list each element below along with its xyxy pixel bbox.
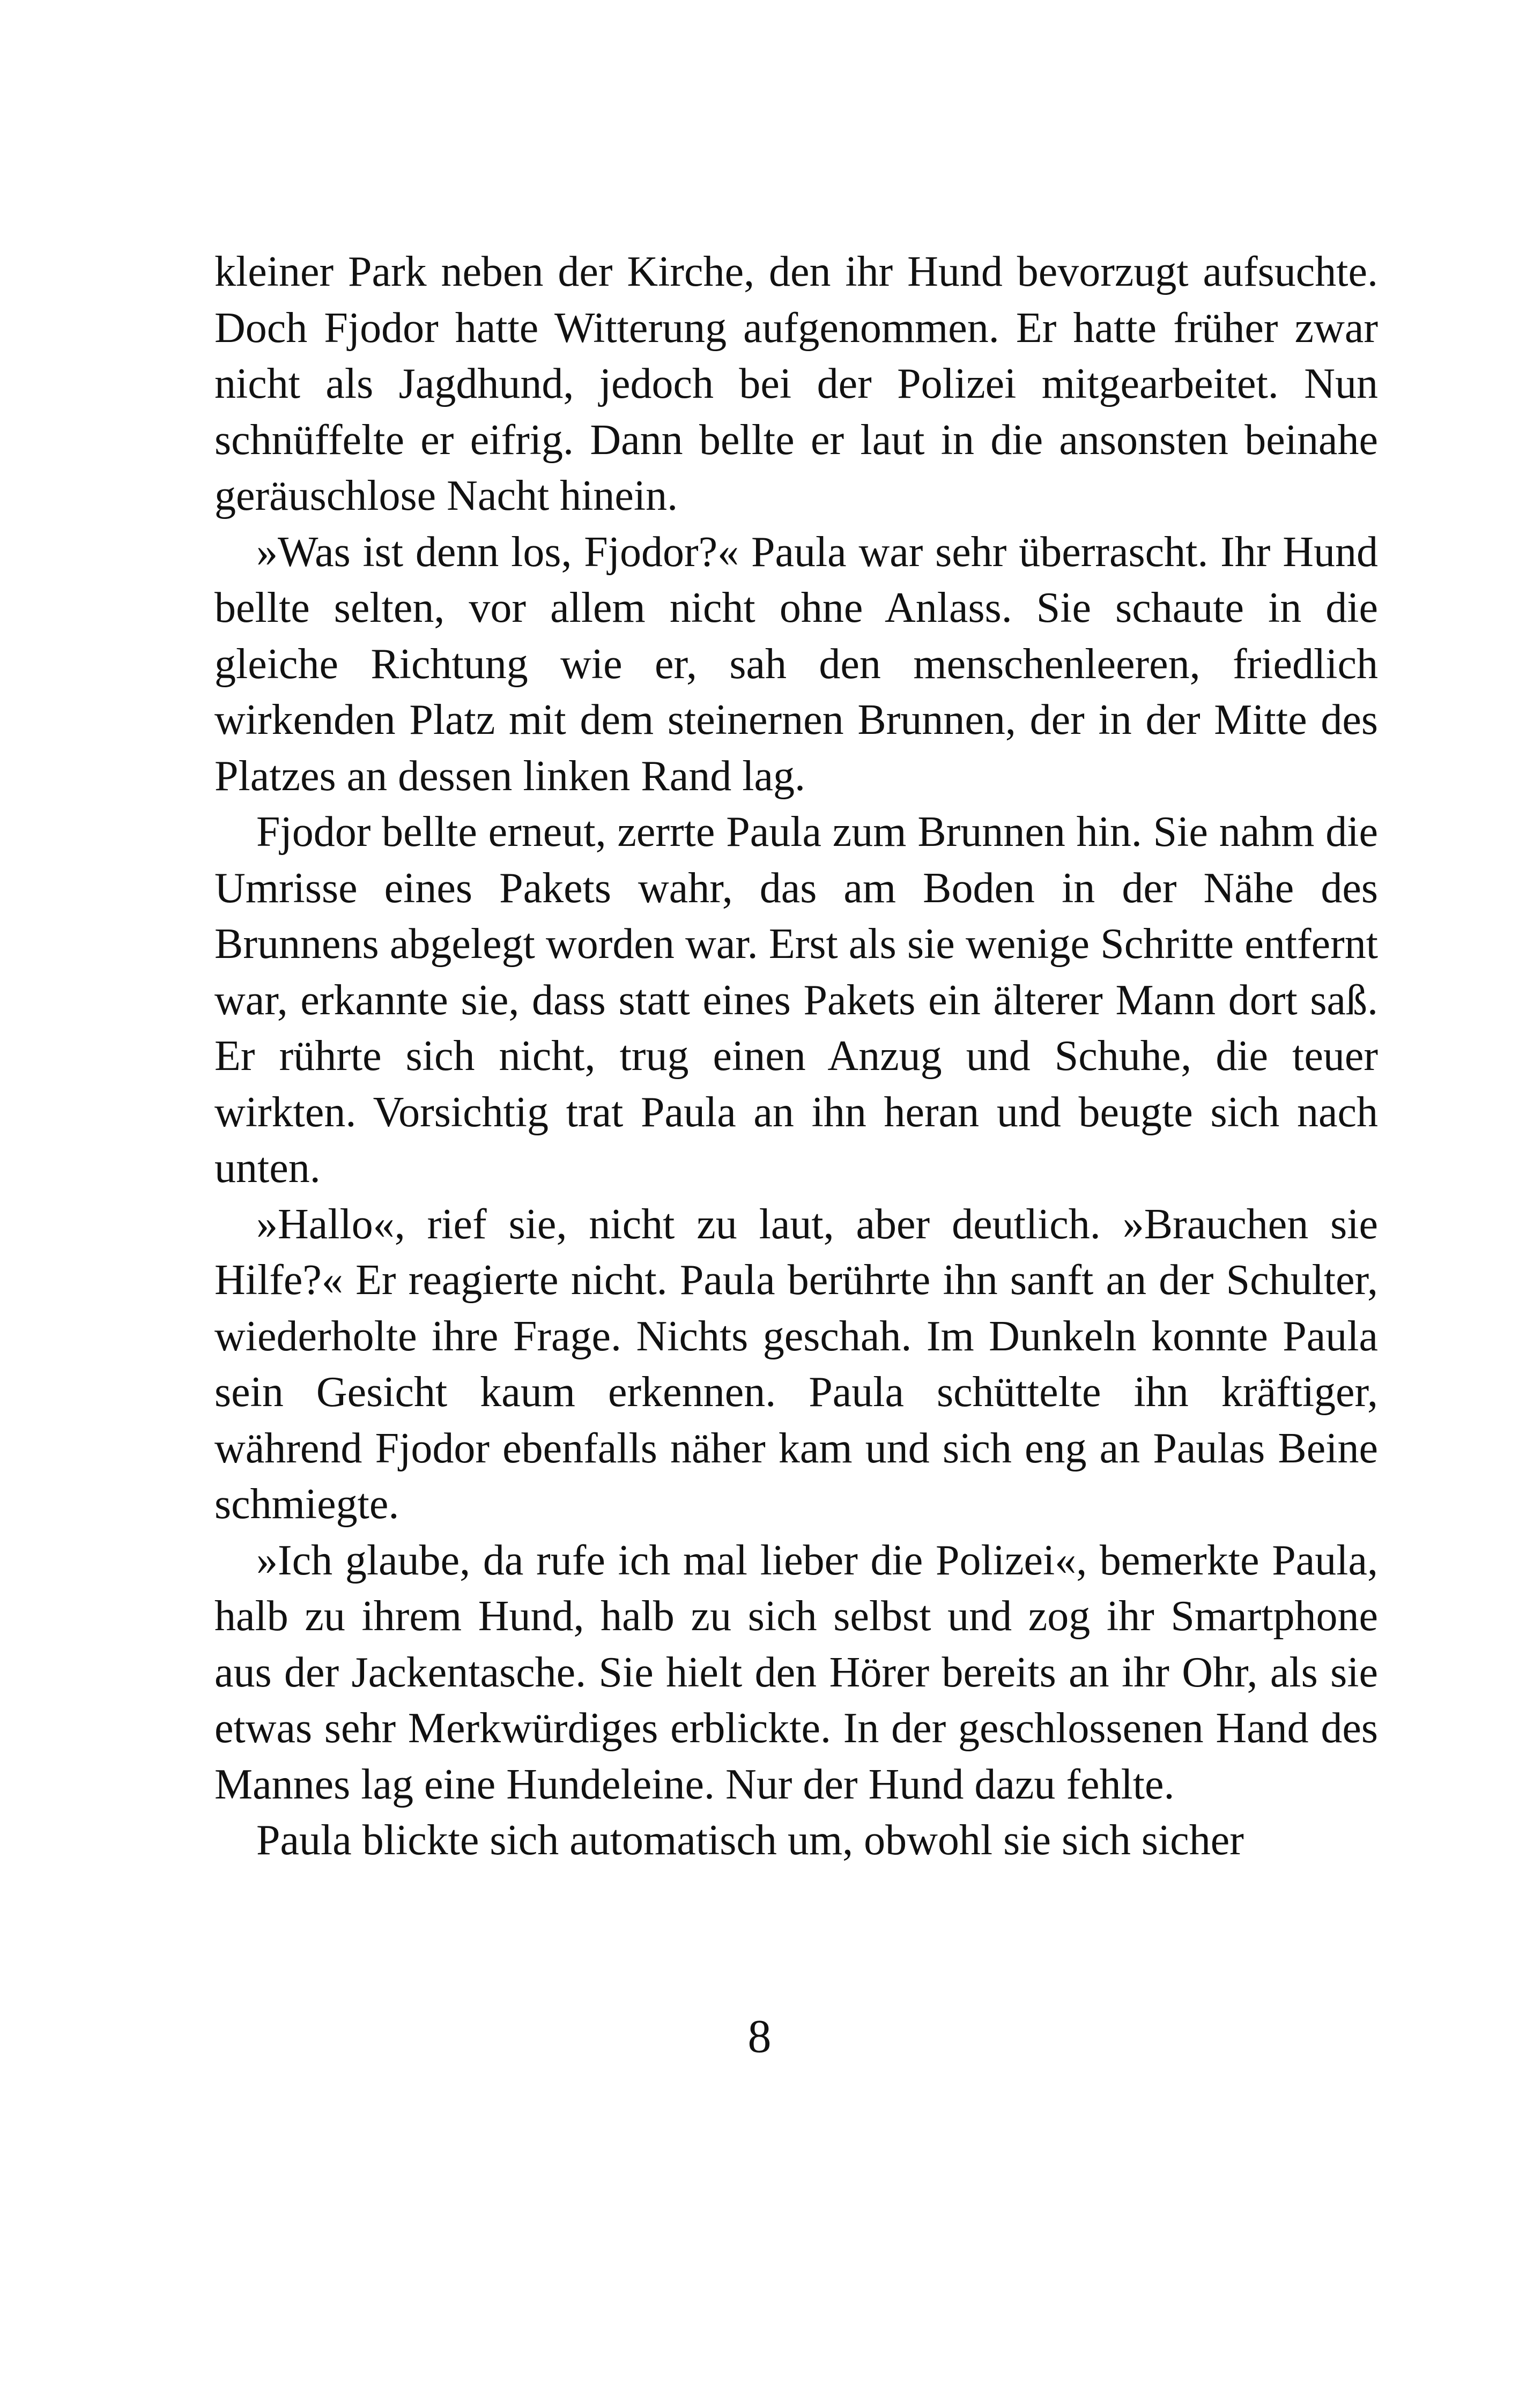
paragraph-2: »Was ist denn los, Fjodor?« Paula war sehr überrascht. Ihr Hund bellte selten, vor allem nicht ohne Anlass. Sie schaute in die gleiche Richtung wie er, sah den menschenleeren, friedlich wirkenden Platz mit dem steinernen Brunnen, der in der Mitte des Platzes an dessen linken Rand lag.	[214, 528, 1378, 800]
paragraph-6: Paula blickte sich automatisch um, obwohl sie sich sicher	[256, 1817, 1244, 1864]
body-text	[214, 244, 1378, 1869]
paragraph-5: »Ich glaube, da rufe ich mal lieber die Polizei«, bemerkte Paula, halb zu ihrem Hund, halb zu sich selbst und zog ihr Smartphone aus der Jackentasche. Sie hielt den Hörer bereits an ihr Ohr, als sie etwas sehr Merkwürdiges erblickte. In der geschlossenen Hand des Mannes lag eine Hundeleine. Nur der Hund dazu fehlte.	[214, 1536, 1378, 1808]
page-number: 8	[747, 2011, 772, 2063]
paragraph-1: kleiner Park neben der Kirche, den ihr Hund bevorzugt aufsuchte. Doch Fjodor hatte Witterung aufgenommen. Er hatte früher zwar nicht als Jagdhund, jedoch bei der Polizei mitgearbeitet. Nun schnüffelte er eifrig. Dann bellte er laut in die ansonsten beinahe geräuschlose Nacht hinein.	[214, 248, 1378, 519]
paragraph-4: »Hallo«, rief sie, nicht zu laut, aber deutlich. »Brauchen sie Hilfe?« Er reagierte nicht. Paula berührte ihn sanft an der Schulter, wiederholte ihre Frage. Nichts geschah. Im Dunkeln konnte Paula sein Gesicht kaum erkennen. Paula schüttelte ihn kräftiger, während Fjodor ebenfalls näher kam und sich eng an Paulas Beine schmiegte.	[214, 1200, 1378, 1528]
paragraph-3: Fjodor bellte erneut, zerrte Paula zum Brunnen hin. Sie nahm die Umrisse eines Pakets wahr, das am Boden in der Nähe des Brunnens abgelegt worden war. Erst als sie wenige Schritte entfernt war, erkannte sie, dass statt eines Pakets ein älterer Mann dort saß. Er rührte sich nicht, trug einen Anzug und Schuhe, die teuer wirkten. Vorsichtig trat Paula an ihn heran und beugte sich nach unten.	[214, 808, 1378, 1192]
